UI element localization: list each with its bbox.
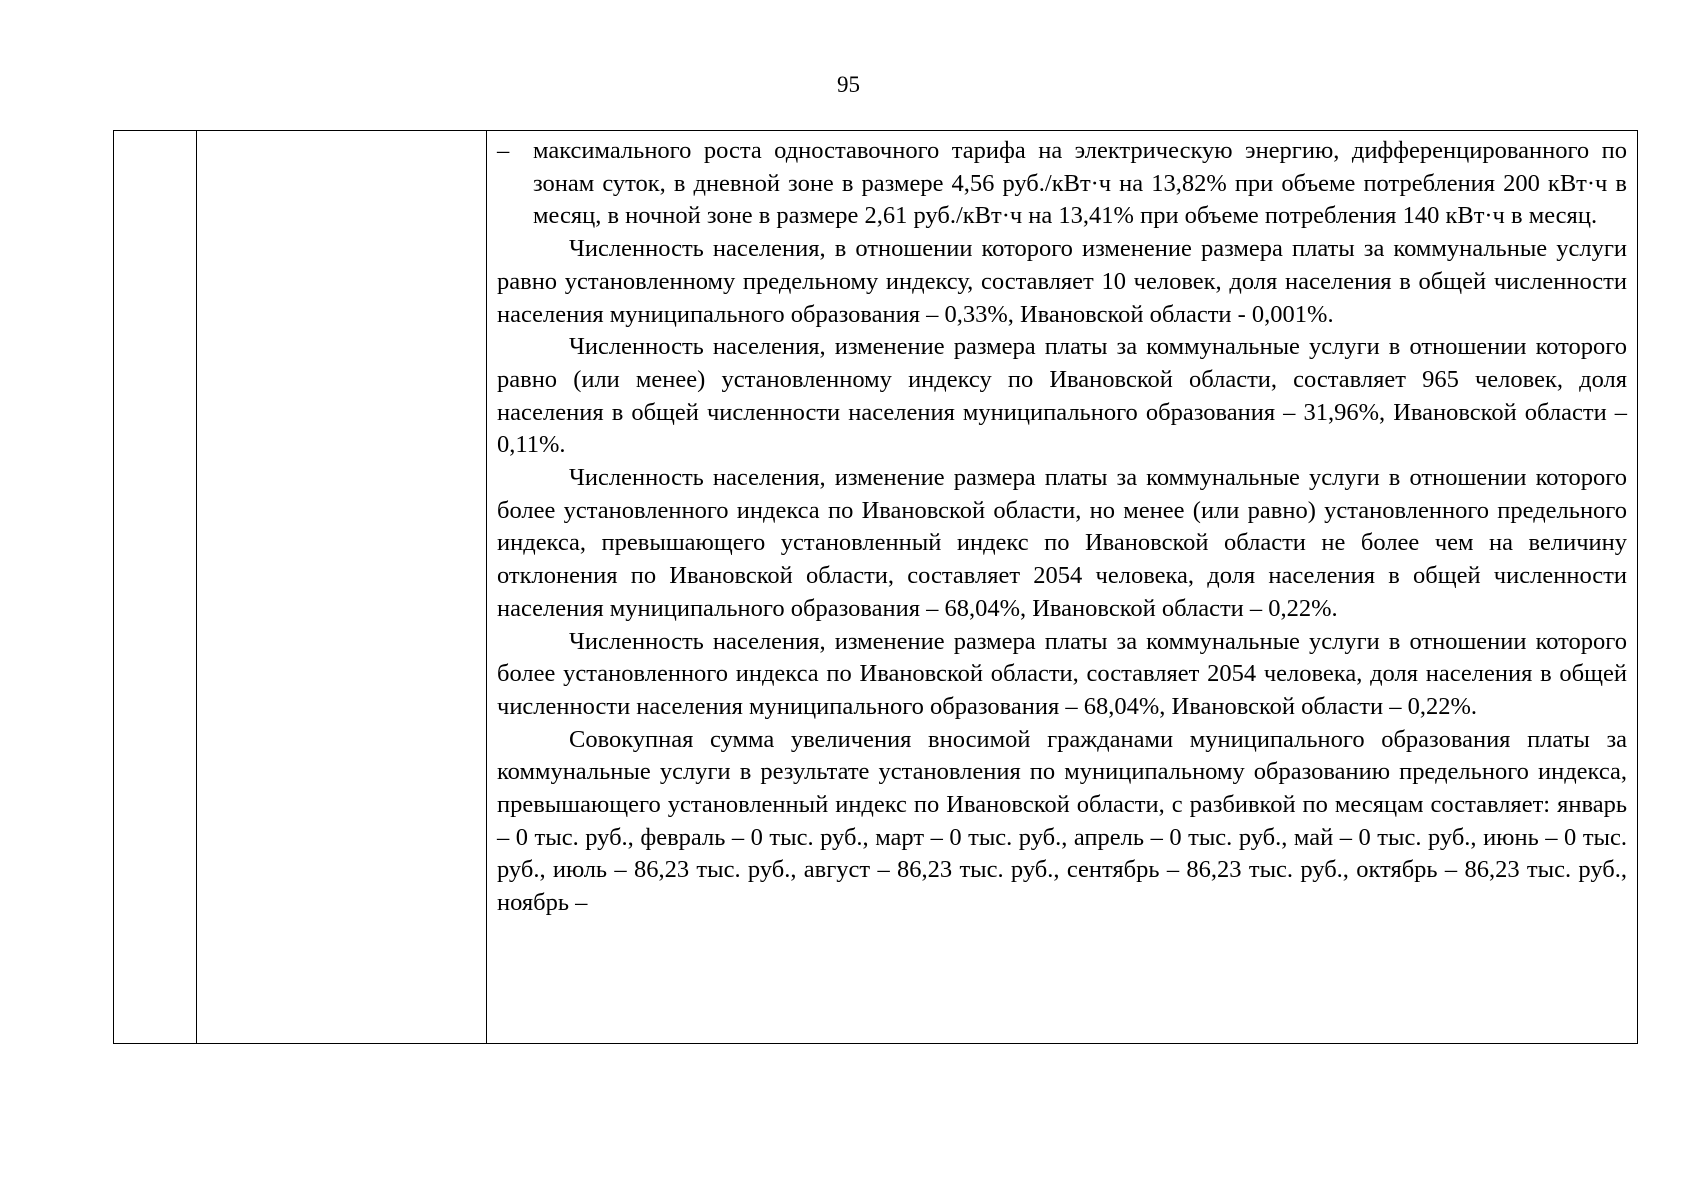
page-number: 95 <box>837 72 860 97</box>
table-column-name <box>197 131 487 1043</box>
table-column-number <box>114 131 197 1043</box>
tariff-bullet-text: максимального роста одноставочного тарифа на электрическую энергию, дифференцированного по зонам суток, в дневной зоне в размере 4,56 руб./кВт·ч на 13,82% при объеме потребления 200 кВт·ч в месяц, в ночной зоне в размере 2,61 руб./кВт·ч на 13,41% при объеме потребления 140 кВт·ч в месяц. <box>533 137 1627 230</box>
table-column-content <box>487 131 1637 1043</box>
bullet-dash: – <box>497 137 510 164</box>
tariff-bullet-item <box>497 135 1627 233</box>
paragraph-monthly-breakdown: Совокупная сумма увеличения вносимой гражданами муниципального образования платы за коммунальные услуги в результате установления по муниципальному образованию предельного индекса, превышающего установленный индекс по Ивановской области, с разбивкой по месяцам составляет: январь – 0 тыс. руб., февраль – 0 тыс. руб., март – 0 тыс. руб., апрель – 0 тыс. руб., май – 0 тыс. руб., июнь – 0 тыс. руб., июль – 86,23 тыс. руб., август – 86,23 тыс. руб., сентябрь – 86,23 тыс. руб., октябрь – 86,23 тыс. руб., ноябрь – <box>497 725 1627 917</box>
paragraph-population-above-index: Численность населения, изменение размера платы за коммунальные услуги в отношении которого более установленного индекса по Ивановской области, составляет 2054 человека, доля населения в общей численности населения муниципального образования – 68,04%, Ивановской области – 0,22%. <box>497 627 1627 720</box>
paragraph-population-between-indices: Численность населения, изменение размера платы за коммунальные услуги в отношении которого более установленного индекса по Ивановской области, но менее (или равно) установленного предельного индекса, превышающего установленный индекс по Ивановской области не более чем на величину отклонения по Ивановской области, составляет 2054 человека, доля населения в общей численности населения муниципального образования – 68,04%, Ивановской области – 0,22%. <box>497 464 1627 622</box>
paragraph-population-limit-index: Численность населения, в отношении которого изменение размера платы за коммунальные услуги равно установленному предельному индексу, составляет 10 человек, доля населения в общей численности населения муниципального образования – 0,33%, Ивановской области - 0,001%. <box>497 235 1627 328</box>
document-table <box>113 130 1638 1044</box>
paragraph-population-below-index: Численность населения, изменение размера платы за коммунальные услуги в отношении которого равно (или менее) установленному индексу по Ивановской области, составляет 965 человек, доля населения в общей численности населения муниципального образования – 31,96%, Ивановской области – 0,11%. <box>497 333 1627 459</box>
